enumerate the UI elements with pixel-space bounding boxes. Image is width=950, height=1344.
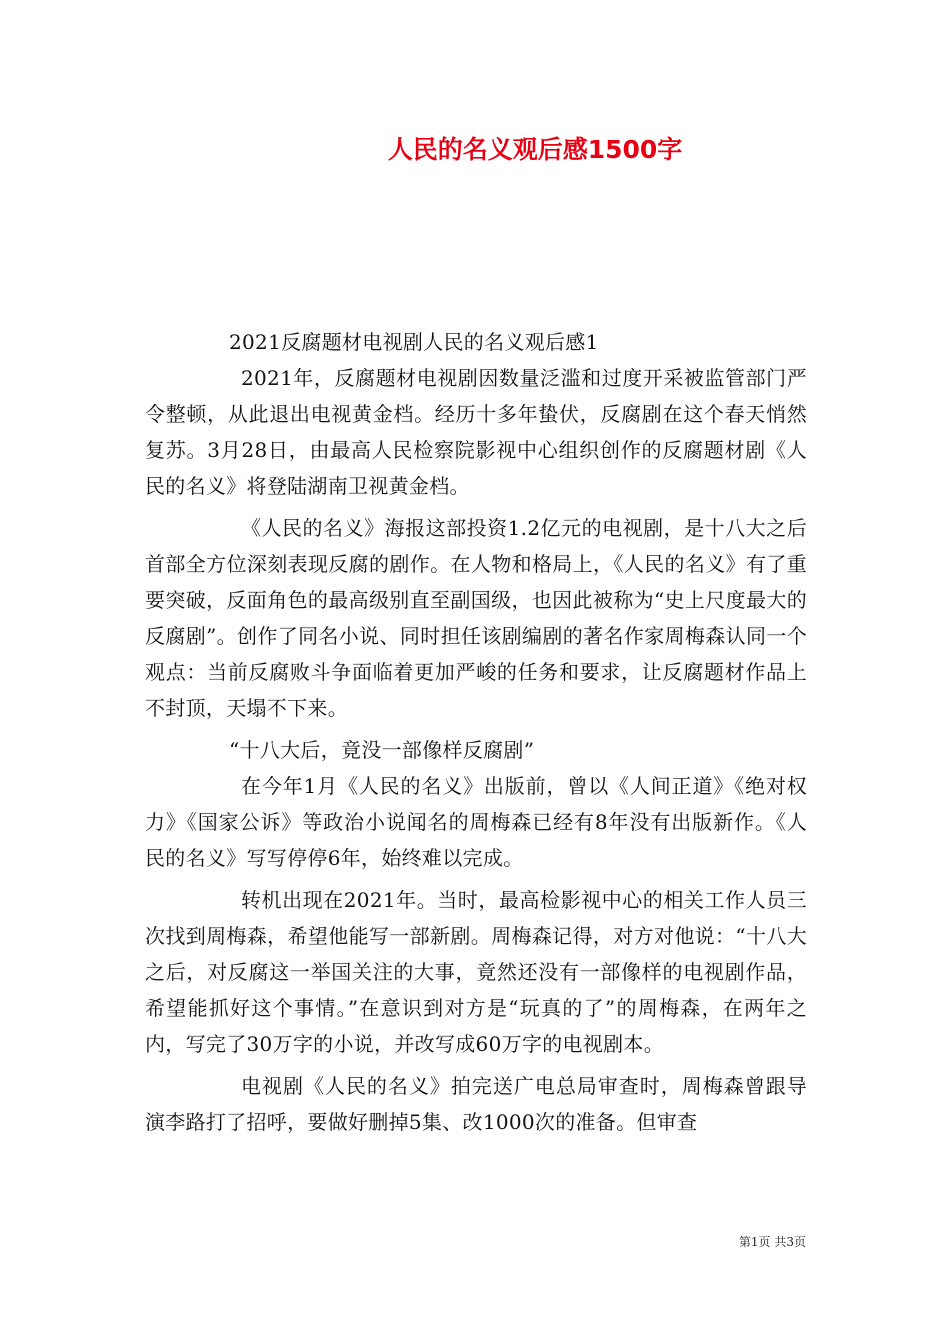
subheading: “十八大后，竟没一部像样反腐剧” [229,738,535,762]
paragraph-2: 《人民的名义》海报这部投资1.2亿元的电视剧，是十八大之后首部全方位深刻表现反腐的剧作。在人物和格局上，《人民的名义》有了重要突破，反面角色的最高级别直至副国级，也因此被称为“史上尺度最大的反腐剧”。创作了同名小说、同时担任该剧编剧的著名作家周梅森认同一个观点：当前反腐败斗争面临着更加严峻的任务和要求，让反腐题材作品上不封顶，天塌不下来。 [145,516,807,720]
paragraph-5: 电视剧《人民的名义》拍完送广电总局审查时，周梅森曾跟导演李路打了招呼，要做好删掉5集、改1000次的准备。但审查 [145,1074,807,1134]
page-number-footer: 第1页 共3页 [738,1235,806,1249]
paragraph-4: 转机出现在2021年。当时，最高检影视中心的相关工作人员三次找到周梅森，希望他能写一部新剧。周梅森记得，对方对他说：“十八大之后，对反腐这一举国关注的大事，竟然还没有一部像样的电视剧作品，希望能抓好这个事情。”在意识到对方是“玩真的了”的周梅森，在两年之内，写完了30万字的小说，并改写成60万字的电视剧本。 [145,888,807,1056]
paragraph-1: 2021年，反腐题材电视剧因数量泛滥和过度开采被监管部门严令整顿，从此退出电视黄金档。经历十多年蛰伏，反腐剧在这个春天悄然复苏。3月28日，由最高人民检察院影视中心组织创作的反腐题材剧《人民的名义》将登陆湖南卫视黄金档。 [145,366,807,498]
document-body [145,324,807,1140]
paragraph-3: 在今年1月《人民的名义》出版前，曾以《人间正道》《绝对权力》《国家公诉》等政治小说闻名的周梅森已经有8年没有出版新作。《人民的名义》写写停停6年，始终难以完成。 [145,774,807,870]
section-heading: 2021反腐题材电视剧人民的名义观后感1 [229,330,599,354]
document-title: 人民的名义观后感1500字 [387,135,683,164]
